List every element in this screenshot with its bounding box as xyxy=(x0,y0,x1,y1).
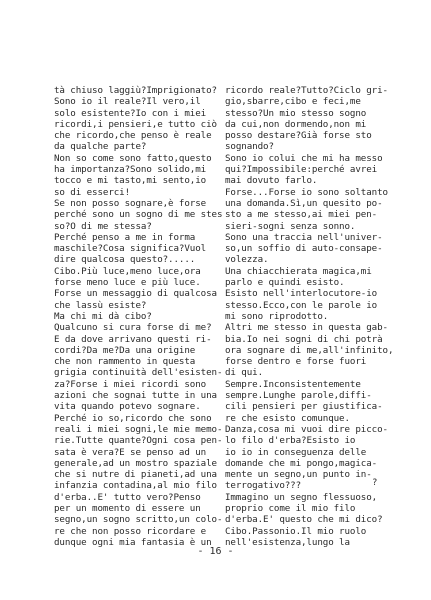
text-line: mai dovuto farlo. xyxy=(225,175,318,187)
text-line: volezza. xyxy=(225,254,269,266)
text-line: tocco e mi tasto,mi sento,io xyxy=(54,175,207,187)
text-line: una domanda.Sì,un quesito po- xyxy=(225,197,383,209)
text-line: di qui. xyxy=(225,367,264,379)
text-line: Altri me stesso in questa gab- xyxy=(225,322,388,334)
text-line: sieri-sogni senza sonno. xyxy=(225,220,356,232)
text-line: Immagino un segno flessuoso, xyxy=(225,491,378,503)
text-line: Sono io colui che mi ha messo xyxy=(225,152,383,164)
text-line: re che esisto comunque. xyxy=(225,412,350,424)
text-line: dire qualcosa questo?..... xyxy=(54,254,196,266)
text-line: Sempre.Inconsistentemente xyxy=(225,378,361,390)
text-line: d'erba.E' questo che mi dico? xyxy=(225,514,383,526)
text-line: Forse...Forse io sono soltanto xyxy=(225,186,388,198)
text-line: sempre.Lunghe parole,diffi- xyxy=(225,390,372,402)
text-line: mi sono riprodotto. xyxy=(225,310,329,322)
text-line: Qualcuno si cura forse di me? xyxy=(54,322,212,334)
text-line: parlo e quindi esisto. xyxy=(225,277,345,289)
text-line: ora sognare di me,all'infinito, xyxy=(225,344,394,356)
text-line: forse dentro e forse fuori xyxy=(225,356,367,368)
text-line: nell'esistenza,lungo la xyxy=(225,536,350,548)
text-line: d'erba..E' tutto vero?Penso xyxy=(54,491,201,503)
text-line: Esisto nell'interlocutore-io xyxy=(225,288,378,300)
text-line: Sono io il reale?Il vero,il xyxy=(54,96,201,108)
text-line: Danza,cosa mi vuoi dire picco- xyxy=(225,423,388,435)
text-line: terrogativo??? xyxy=(225,480,302,492)
text-line: che ricordo,che penso è reale xyxy=(54,130,212,142)
page-number: - 16 - xyxy=(197,546,234,557)
text-line: rie.Tutte quante?Ogni cosa pen- xyxy=(54,435,223,447)
text-line: grigia continuità dell'esisten- xyxy=(54,367,223,379)
text-line: gio,sbarre,cibo e feci,me xyxy=(225,96,361,108)
text-line: tà chiuso laggiù?Imprigionato? xyxy=(54,85,217,96)
text-line: sata è vera?E se penso ad un xyxy=(54,446,207,458)
stray-question-mark: ? xyxy=(372,478,378,488)
text-line: maschile?Cosa significa?Vuol xyxy=(54,243,207,255)
text-line: sognando? xyxy=(225,141,274,153)
left-text-column xyxy=(54,85,223,548)
text-line: cordi?Da me?Da una origine xyxy=(54,344,196,356)
text-line: re che non posso ricordare e xyxy=(54,525,207,537)
text-line: Non so come sono fatto,questo xyxy=(54,152,212,164)
text-line: che non rammento in questa xyxy=(54,356,196,368)
text-line: proprio come il mio filo xyxy=(225,502,356,514)
text-line: posso destare?Già forse sto xyxy=(225,130,372,142)
text-line: so di esserci! xyxy=(54,186,131,198)
text-line: vita quando potevo sognare. xyxy=(54,401,201,413)
text-line: ricordi,i pensieri,e tutto ciò xyxy=(54,118,217,130)
text-line: Una chiacchierata magica,mi xyxy=(225,265,372,277)
text-line: azioni che sognai tutte in una xyxy=(54,390,217,402)
text-line: bia.Io nei sogni di chi potrà xyxy=(225,333,383,345)
text-line: so,un soffio di auto-consape- xyxy=(225,243,383,255)
text-line: Perché penso a me in forma xyxy=(54,231,196,243)
text-line: che lassù esiste? xyxy=(54,299,147,311)
text-line: reali i miei sogni,le mie memo- xyxy=(54,423,223,435)
text-line: ha importanza?Sono solido,mi xyxy=(54,164,207,176)
text-line: che si nutre di pianeti,ad una xyxy=(54,469,217,481)
text-line: Cibo.Passonio.Il mio ruolo xyxy=(225,525,367,537)
text-line: sto a me stesso,ai miei pen- xyxy=(225,209,378,221)
text-line: forse meno luce e più luce. xyxy=(54,277,201,289)
text-line: infanzia contadina,al mio filo xyxy=(54,480,217,492)
text-line: generale,ad un mostro spaziale xyxy=(54,457,217,469)
text-line: Perché io so,ricordo che sono xyxy=(54,412,212,424)
text-line: stesso?Un mio stesso sogno xyxy=(225,107,367,119)
text-line: ricordo reale?Tutto?Ciclo gri- xyxy=(225,85,388,96)
text-line: per un momento di essere un xyxy=(54,502,201,514)
text-line: io io in conseguenza delle xyxy=(225,446,367,458)
text-line: lo filo d'erba?Esisto io xyxy=(225,435,356,447)
text-line: Se non posso sognare,è forse xyxy=(54,197,207,209)
text-line: perché sono un sogno di me stes xyxy=(54,209,223,221)
text-line: da cui,non dormendo,non mi xyxy=(225,118,367,130)
text-line: domande che mi pongo,magica- xyxy=(225,457,378,469)
text-line: Cibo.Più luce,meno luce,ora xyxy=(54,265,201,277)
text-line: segno,un sogno scritto,un colo- xyxy=(54,514,223,526)
text-line: Sono una traccia nell'univer- xyxy=(225,231,383,243)
text-line: solo esistente?Io con i miei xyxy=(54,107,207,119)
text-line: Ma chi mi dà cibo? xyxy=(54,310,152,322)
text-line: za?Forse i miei ricordi sono xyxy=(54,378,207,390)
text-line: so?O di me stessa? xyxy=(54,220,152,232)
text-line: E da dove arrivano questi ri- xyxy=(54,333,212,345)
text-line: qui?Impossibile:perché avrei xyxy=(225,164,378,176)
text-line: dunque ogni mia fantasia è un xyxy=(54,536,212,548)
text-line: Forse un messaggio di qualcosa xyxy=(54,288,217,300)
text-line: mente un segno,un punto in- xyxy=(225,469,372,481)
text-line: cili pensieri per giustifica- xyxy=(225,401,383,413)
text-line: da qualche parte? xyxy=(54,141,147,153)
text-line: stesso.Ecco,con le parole io xyxy=(225,299,378,311)
